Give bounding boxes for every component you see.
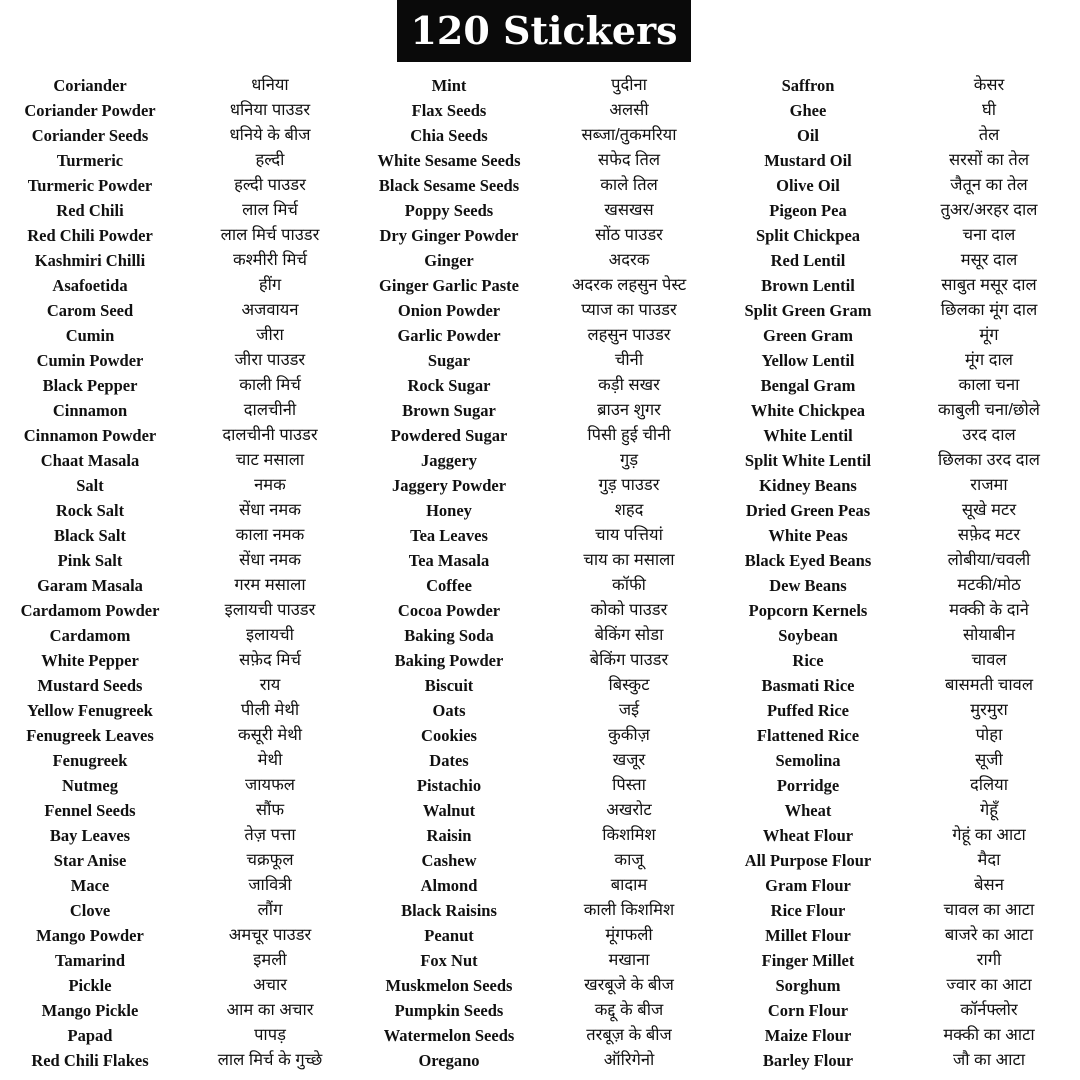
hindi-label: बिस्कुट [608, 676, 650, 694]
english-label: Cumin [65, 326, 115, 345]
hindi-label: काली किशमिश [583, 901, 675, 919]
english-label: White Sesame Seeds [377, 151, 521, 170]
hindi-label: कॉफी [612, 576, 646, 594]
english-label: Salt [76, 476, 104, 495]
hindi-label: जावित्री [248, 876, 292, 894]
hindi-column-1 [180, 73, 360, 1073]
hindi-label: मसूर दाल [960, 251, 1018, 269]
english-label: Oil [796, 126, 819, 145]
english-label: Dried Green Peas [745, 501, 871, 520]
hindi-label: मूंगफली [605, 926, 653, 944]
english-label: White Pepper [41, 651, 139, 670]
hindi-label: चाय पत्तियां [595, 526, 663, 544]
english-label: Coffee [426, 576, 472, 595]
english-label: Puffed Rice [766, 701, 850, 720]
english-label: Ginger [424, 251, 474, 270]
hindi-label: चाट मसाला [235, 451, 305, 469]
hindi-label: पिस्ता [612, 776, 646, 794]
hindi-label: नमक [254, 476, 286, 494]
english-label: Mustard Oil [764, 151, 852, 170]
english-label: Basmati Rice [761, 676, 855, 695]
english-label: Turmeric Powder [27, 176, 153, 195]
hindi-label: चावल का आटा [943, 901, 1035, 919]
hindi-label: बादाम [610, 876, 648, 894]
hindi-label: कुकीज़ [608, 726, 650, 744]
hindi-label: छिलका उरद दाल [938, 451, 1040, 469]
hindi-label: जायफल [245, 776, 295, 794]
hindi-label: पोहा [975, 726, 1003, 744]
hindi-label: ज्वार का आटा [946, 976, 1032, 994]
hindi-label: मक्की का आटा [943, 1026, 1035, 1044]
english-label: Cocoa Powder [397, 601, 501, 620]
english-label: Jaggery [421, 451, 477, 470]
hindi-label: इलायची पाउडर [224, 601, 316, 619]
hindi-label: जीरा [256, 326, 284, 344]
english-label: Cinnamon [52, 401, 128, 420]
english-label: Ginger Garlic Paste [379, 276, 519, 295]
hindi-label: लाल मिर्च [242, 201, 298, 219]
english-label: All Purpose Flour [744, 851, 872, 870]
hindi-label: अदरक लहसुन पेस्ट [571, 276, 687, 294]
hindi-label: दालचीनी पाउडर [222, 426, 318, 444]
hindi-label: जैतून का तेल [950, 176, 1028, 194]
english-label: Star Anise [53, 851, 127, 870]
hindi-label: धनिया पाउडर [229, 101, 311, 119]
english-label: Mustard Seeds [37, 676, 143, 695]
hindi-label: घी [981, 101, 997, 119]
hindi-label: तेज़ पत्ता [244, 826, 296, 844]
hindi-label: सब्जा/तुकमरिया [581, 126, 677, 144]
hindi-label: काले तिल [600, 176, 658, 194]
hindi-label: खरबूजे के बीज [584, 976, 674, 994]
english-label: Fenugreek [52, 751, 128, 770]
hindi-label: पीली मेथी [240, 701, 300, 719]
hindi-label: चना दाल [962, 226, 1016, 244]
english-label: Semolina [775, 751, 841, 770]
hindi-label: बाजरे का आटा [944, 926, 1034, 944]
hindi-label: दलिया [969, 776, 1009, 794]
english-label: Turmeric [56, 151, 124, 170]
hindi-label: मखाना [608, 951, 650, 969]
hindi-label: काला नमक [235, 526, 305, 544]
english-label: Split White Lentil [744, 451, 872, 470]
hindi-column-2 [539, 73, 719, 1073]
hindi-label: रागी [976, 951, 1002, 969]
english-label: Coriander Powder [24, 101, 156, 120]
english-label: Mango Pickle [41, 1001, 139, 1020]
english-label: Bengal Gram [760, 376, 856, 395]
english-label: Black Eyed Beans [744, 551, 872, 570]
english-label: Clove [69, 901, 111, 920]
hindi-label: गुड़ पाउडर [598, 476, 660, 494]
hindi-label: इमली [253, 951, 287, 969]
hindi-label: तेल [978, 126, 1000, 144]
hindi-label: मक्की के दाने [949, 601, 1029, 619]
hindi-label: केसर [973, 76, 1005, 94]
english-label: Kashmiri Chilli [34, 251, 146, 270]
english-label: Powdered Sugar [390, 426, 508, 445]
english-label: Cardamom Powder [20, 601, 160, 620]
english-label: Baking Soda [404, 626, 494, 645]
english-label: Black Pepper [42, 376, 138, 395]
hindi-label: सफ़ेद मिर्च [239, 651, 301, 669]
hindi-label: छिलका मूंग दाल [940, 301, 1038, 319]
hindi-label: अचार [252, 976, 288, 994]
hindi-label: अजवायन [241, 301, 299, 319]
hindi-label: आम का अचार [226, 1001, 314, 1019]
english-label: Red Chili Flakes [31, 1051, 149, 1070]
hindi-label: सफेद तिल [597, 151, 661, 169]
hindi-label: पिसी हुई चीनी [587, 426, 671, 444]
hindi-label: हींग [258, 276, 282, 294]
hindi-label: जई [618, 701, 640, 719]
english-label: Black Salt [54, 526, 126, 545]
hindi-label: गरम मसाला [234, 576, 306, 594]
english-label: Flax Seeds [411, 101, 487, 120]
english-label: Barley Flour [762, 1051, 854, 1070]
hindi-label: धनिया [251, 76, 289, 94]
hindi-label: खजूर [612, 751, 646, 769]
english-label: Split Green Gram [744, 301, 872, 320]
english-label: Pigeon Pea [769, 201, 847, 220]
hindi-label: गेहूं का आटा [952, 826, 1026, 844]
english-label: Cashew [421, 851, 477, 870]
hindi-label: ब्राउन शुगर [597, 401, 661, 419]
hindi-label: कश्मीरी मिर्च [232, 251, 308, 269]
english-label: Fox Nut [420, 951, 478, 970]
english-label: Rice [792, 651, 824, 670]
hindi-label: चावल [971, 651, 1007, 669]
english-label: Finger Millet [761, 951, 855, 970]
hindi-label: मुरमुरा [970, 701, 1008, 719]
hindi-label: चक्रफूल [246, 851, 294, 869]
english-label: Coriander [53, 76, 127, 95]
english-label: Tamarind [55, 951, 125, 970]
hindi-label: काबुली चना/छोले [938, 401, 1040, 419]
english-label: Papad [67, 1026, 113, 1045]
hindi-label: अलसी [609, 101, 649, 119]
english-label: Maize Flour [764, 1026, 852, 1045]
english-label: Sugar [427, 351, 471, 370]
english-label: Yellow Fenugreek [27, 701, 153, 720]
english-label: Cardamom [49, 626, 131, 645]
hindi-label: लोबीया/चवली [947, 551, 1031, 569]
english-label: Poppy Seeds [404, 201, 494, 220]
english-label: Brown Sugar [402, 401, 496, 420]
english-label: Red Lentil [770, 251, 846, 270]
hindi-label: सोंठ पाउडर [595, 226, 663, 244]
english-label: Split Chickpea [755, 226, 861, 245]
hindi-label: किशमिश [602, 826, 656, 844]
hindi-label: बेकिंग सोडा [594, 626, 664, 644]
english-label: White Chickpea [750, 401, 866, 420]
english-column-2 [359, 73, 539, 1073]
hindi-label: हल्दी पाउडर [234, 176, 306, 194]
english-label: Green Gram [763, 326, 853, 345]
hindi-label: सेंधा नमक [239, 501, 301, 519]
english-label: White Peas [768, 526, 848, 545]
hindi-label: उरद दाल [962, 426, 1016, 444]
hindi-label: सूखे मटर [961, 501, 1017, 519]
hindi-label: मूंग [979, 326, 999, 344]
hindi-label: सरसों का तेल [948, 151, 1030, 169]
english-label: Biscuit [424, 676, 474, 695]
hindi-label: सेंधा नमक [239, 551, 301, 569]
english-label: Asafoetida [52, 276, 128, 295]
english-label: Oregano [418, 1051, 480, 1070]
page-title: 120 Stickers [397, 0, 691, 62]
hindi-label: मूंग दाल [965, 351, 1013, 369]
english-label: Coriander Seeds [31, 126, 149, 145]
hindi-label: गेहूँ [979, 801, 999, 819]
hindi-label: काला चना [958, 376, 1020, 394]
english-label: Tea Masala [408, 551, 490, 570]
hindi-label: शहद [614, 501, 644, 519]
hindi-label: लहसुन पाउडर [587, 326, 671, 344]
hindi-label: सफ़ेद मटर [957, 526, 1021, 544]
english-label: Chaat Masala [40, 451, 140, 470]
english-label: Sorghum [775, 976, 841, 995]
english-label: Saffron [781, 76, 835, 95]
hindi-label: राजमा [970, 476, 1008, 494]
english-label: Millet Flour [765, 926, 851, 945]
english-label: Dates [429, 751, 469, 770]
english-label: Black Raisins [401, 901, 497, 920]
english-label: Cookies [421, 726, 477, 745]
hindi-label: लौंग [257, 901, 283, 919]
hindi-label: कड़ी सखर [598, 376, 660, 394]
english-label: Fenugreek Leaves [26, 726, 154, 745]
english-label: Black Sesame Seeds [378, 176, 520, 195]
hindi-label: तरबूज़ के बीज [586, 1026, 672, 1044]
english-label: Garlic Powder [397, 326, 501, 345]
english-label: Honey [426, 501, 472, 520]
english-label: Brown Lentil [761, 276, 855, 295]
hindi-label: सोयाबीन [962, 626, 1016, 644]
hindi-label: ऑरिगेनो [603, 1051, 655, 1069]
english-label: Mace [70, 876, 110, 895]
hindi-label: कोको पाउडर [590, 601, 668, 619]
english-label: Yellow Lentil [761, 351, 855, 370]
english-label: Tea Leaves [410, 526, 488, 545]
english-label: Rock Sugar [407, 376, 491, 395]
hindi-label: जौ का आटा [952, 1051, 1026, 1069]
english-label: Almond [420, 876, 478, 895]
english-label: Pumpkin Seeds [394, 1001, 504, 1020]
hindi-label: बेसन [974, 876, 1004, 894]
english-label: Peanut [424, 926, 474, 945]
english-label: Dry Ginger Powder [379, 226, 519, 245]
english-label: Nutmeg [62, 776, 118, 795]
hindi-label: अमचूर पाउडर [228, 926, 312, 944]
hindi-label: अखरोट [606, 801, 652, 819]
english-label: Rice Flour [770, 901, 846, 920]
english-label: Gram Flour [765, 876, 851, 895]
hindi-label: मेथी [257, 751, 283, 769]
hindi-label: मैदा [977, 851, 1001, 869]
hindi-label: पुदीना [611, 76, 647, 94]
hindi-label: लाल मिर्च पाउडर [220, 226, 320, 244]
english-label: Soybean [778, 626, 838, 645]
hindi-label: सौंफ [255, 801, 285, 819]
hindi-label: कद्दू के बीज [594, 1001, 664, 1019]
hindi-label: कसूरी मेथी [237, 726, 303, 744]
hindi-label: तुअर/अरहर दाल [940, 201, 1038, 219]
hindi-column-3 [898, 73, 1080, 1073]
english-label: Raisin [426, 826, 472, 845]
hindi-label: सूजी [975, 751, 1003, 769]
hindi-label: धनिये के बीज [229, 126, 311, 144]
english-column-1 [0, 73, 180, 1073]
hindi-label: मटकी/मोठ [957, 576, 1021, 594]
english-label: Red Chili [56, 201, 124, 220]
english-label: Red Chili Powder [27, 226, 153, 245]
hindi-label: अदरक [608, 251, 650, 269]
hindi-label: खसखस [604, 201, 654, 219]
hindi-label: इलायची [246, 626, 294, 644]
hindi-label: काजू [614, 851, 644, 869]
english-label: Pistachio [416, 776, 482, 795]
hindi-label: साबुत मसूर दाल [941, 276, 1037, 294]
english-label: Dew Beans [769, 576, 847, 595]
english-label: Muskmelon Seeds [385, 976, 513, 995]
english-label: Bay Leaves [49, 826, 131, 845]
english-label: Porridge [776, 776, 840, 795]
english-label: Oats [432, 701, 466, 720]
hindi-label: कॉर्नफ्लोर [960, 1001, 1018, 1019]
english-label: Popcorn Kernels [748, 601, 868, 620]
hindi-label: बासमती चावल [944, 676, 1034, 694]
hindi-label: काली मिर्च [239, 376, 301, 394]
hindi-label: पापड़ [254, 1026, 286, 1044]
hindi-label: जीरा पाउडर [234, 351, 306, 369]
english-label: Mango Powder [36, 926, 144, 945]
hindi-label: दालचीनी [243, 401, 297, 419]
english-label: Pink Salt [57, 551, 123, 570]
english-label: Fennel Seeds [44, 801, 136, 820]
english-label: Watermelon Seeds [383, 1026, 515, 1045]
english-label: Chia Seeds [410, 126, 488, 145]
english-label: White Lentil [763, 426, 853, 445]
english-label: Jaggery Powder [391, 476, 507, 495]
english-label: Baking Powder [394, 651, 504, 670]
hindi-label: गुड़ [619, 451, 639, 469]
english-label: Kidney Beans [759, 476, 857, 495]
hindi-label: बेकिंग पाउडर [589, 651, 669, 669]
english-label: Wheat [784, 801, 832, 820]
english-label: Pickle [68, 976, 112, 995]
english-label: Ghee [789, 101, 827, 120]
english-label: Carom Seed [46, 301, 134, 320]
english-label: Mint [431, 76, 467, 95]
english-label: Cinnamon Powder [23, 426, 157, 445]
english-label: Walnut [422, 801, 476, 820]
english-label: Onion Powder [397, 301, 501, 320]
english-label: Wheat Flour [762, 826, 854, 845]
hindi-label: लाल मिर्च के गुच्छे [217, 1051, 323, 1069]
english-label: Cumin Powder [36, 351, 144, 370]
hindi-label: प्याज का पाउडर [581, 301, 677, 319]
hindi-label: चाय का मसाला [583, 551, 675, 569]
english-label: Flattened Rice [756, 726, 860, 745]
english-label: Corn Flour [767, 1001, 849, 1020]
english-label: Rock Salt [55, 501, 125, 520]
english-label: Garam Masala [37, 576, 143, 595]
hindi-label: चीनी [614, 351, 644, 369]
english-label: Olive Oil [776, 176, 840, 195]
hindi-label: राय [259, 676, 281, 694]
english-column-3 [718, 73, 898, 1073]
hindi-label: हल्दी [255, 151, 285, 169]
